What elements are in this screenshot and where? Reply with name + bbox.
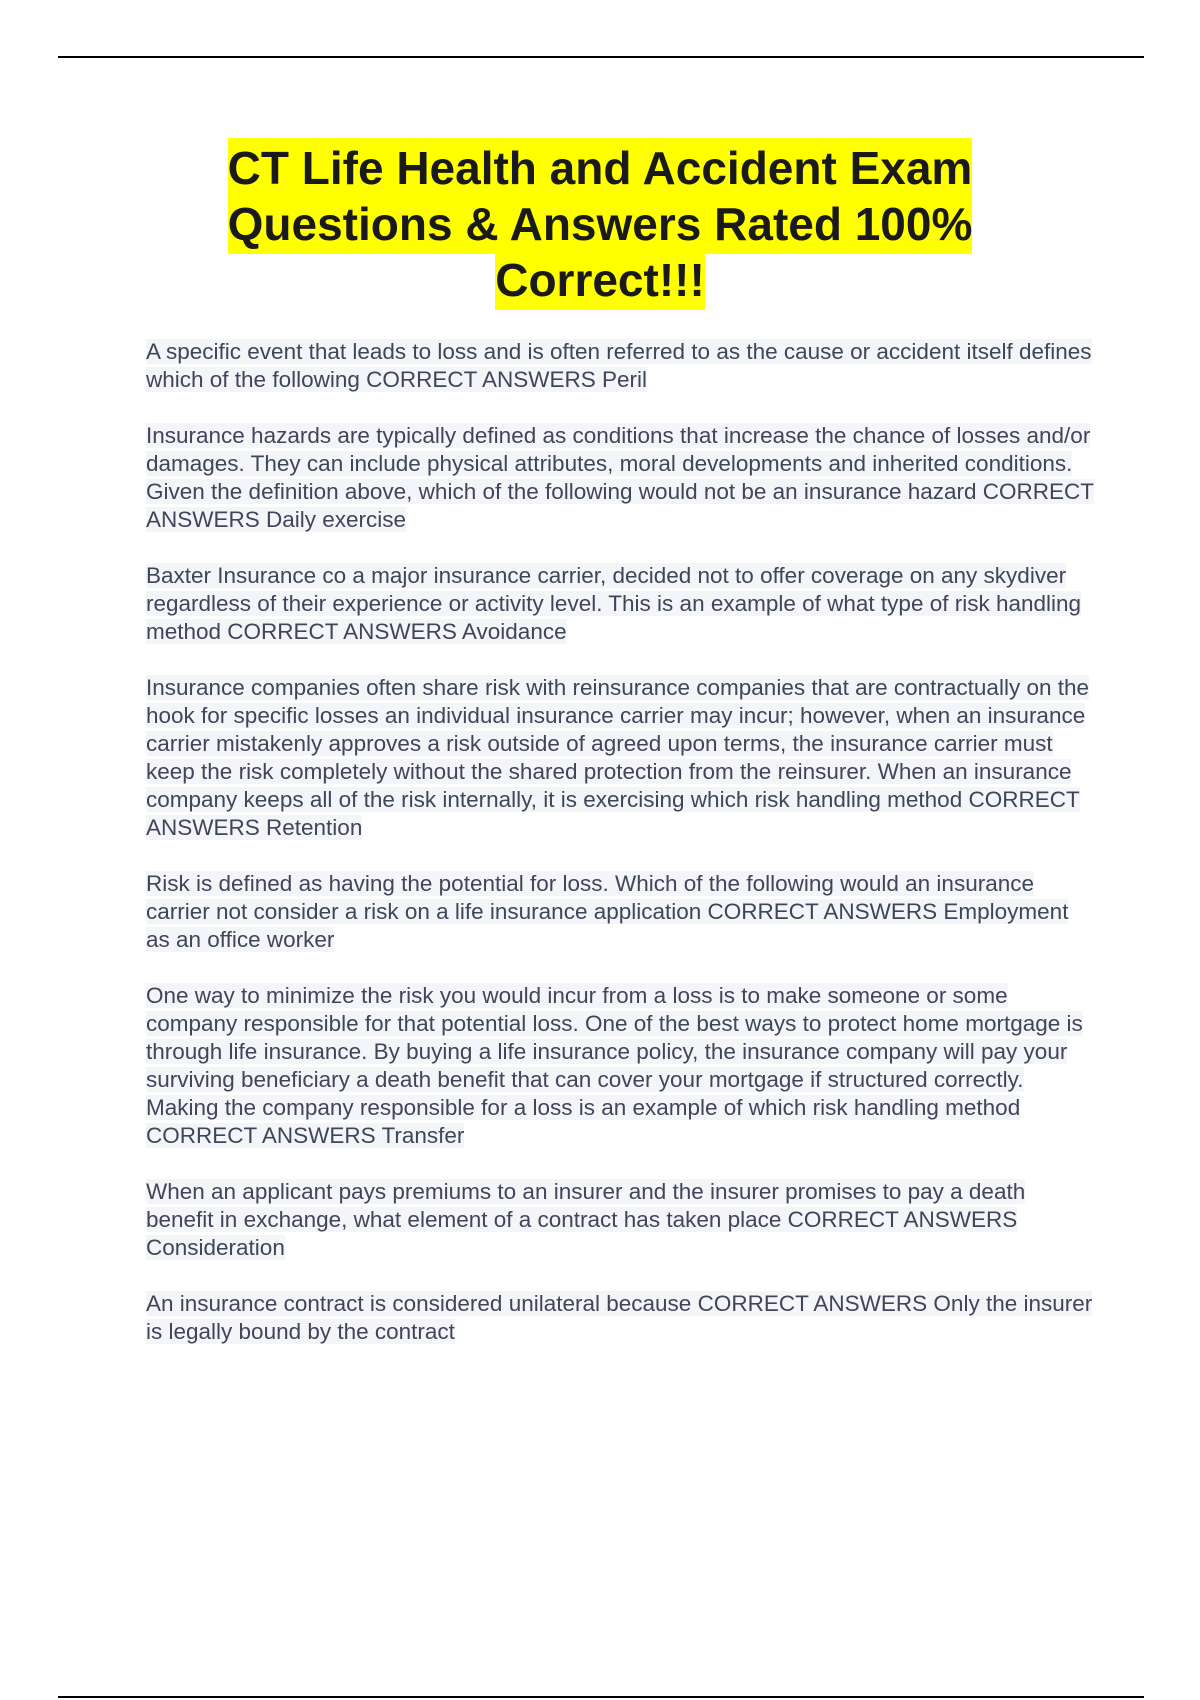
qa-item-1 (146, 338, 1096, 394)
qa-item-6 (146, 982, 1096, 1150)
qa-item-7 (146, 1178, 1096, 1262)
qa-item-4-text: Insurance companies often share risk with reinsurance companies that are contractually on the hook for specific losses an individual insurance carrier may incur; however, when an insurance carrier mistakenly approves a risk outside of agreed upon terms, the insurance carrier must keep the risk completely without the shared protection from the reinsurer. When an insurance company keeps all of the risk internally, it is exercising which risk handling method CORRECT ANSWERS Retention (146, 675, 1090, 840)
document-title (130, 140, 1070, 308)
qa-item-2-text: Insurance hazards are typically defined as conditions that increase the chance of losses and/or damages. They can include physical attributes, moral developments and inherited conditions. Given the definition above, which of the following would not be an insurance hazard CORRECT ANSWERS Daily exercise (146, 423, 1095, 532)
qa-item-3-text: Baxter Insurance co a major insurance carrier, decided not to offer coverage on any skydiver regardless of their experience or activity level. This is an example of what type of risk handling method CORRECT ANSWERS Avoidance (146, 563, 1082, 644)
qa-item-3 (146, 562, 1096, 646)
qa-item-6-text: One way to minimize the risk you would incur from a loss is to make someone or some company responsible for that potential loss. One of the best ways to protect home mortgage is through life insurance. By buying a life insurance policy, the insurance company will pay your surviving beneficiary a death benefit that can cover your mortgage if structured correctly. Making the company responsible for a loss is an example of which risk handling method CORRECT ANSWERS Transfer (146, 983, 1083, 1148)
qa-item-8-text: An insurance contract is considered unilateral because CORRECT ANSWERS Only the insurer is legally bound by the contract (146, 1291, 1093, 1344)
qa-item-5 (146, 870, 1096, 954)
qa-item-8 (146, 1290, 1096, 1346)
qa-item-7-text: When an applicant pays premiums to an insurer and the insurer promises to pay a death benefit in exchange, what element of a contract has taken place CORRECT ANSWERS Consideration (146, 1179, 1026, 1260)
top-rule (58, 56, 1144, 58)
document-title-text: CT Life Health and Accident Exam Questions & Answers Rated 100% Correct!!! (228, 138, 973, 310)
qa-item-4 (146, 674, 1096, 842)
qa-item-5-text: Risk is defined as having the potential for loss. Which of the following would an insurance carrier not consider a risk on a life insurance application CORRECT ANSWERS Employment as an office worker (146, 871, 1069, 952)
qa-item-2 (146, 422, 1096, 534)
bottom-rule (58, 1696, 1144, 1698)
qa-list (146, 338, 1096, 1374)
qa-item-1-text: A specific event that leads to loss and is often referred to as the cause or accident itself defines which of the following CORRECT ANSWERS Peril (146, 339, 1092, 392)
